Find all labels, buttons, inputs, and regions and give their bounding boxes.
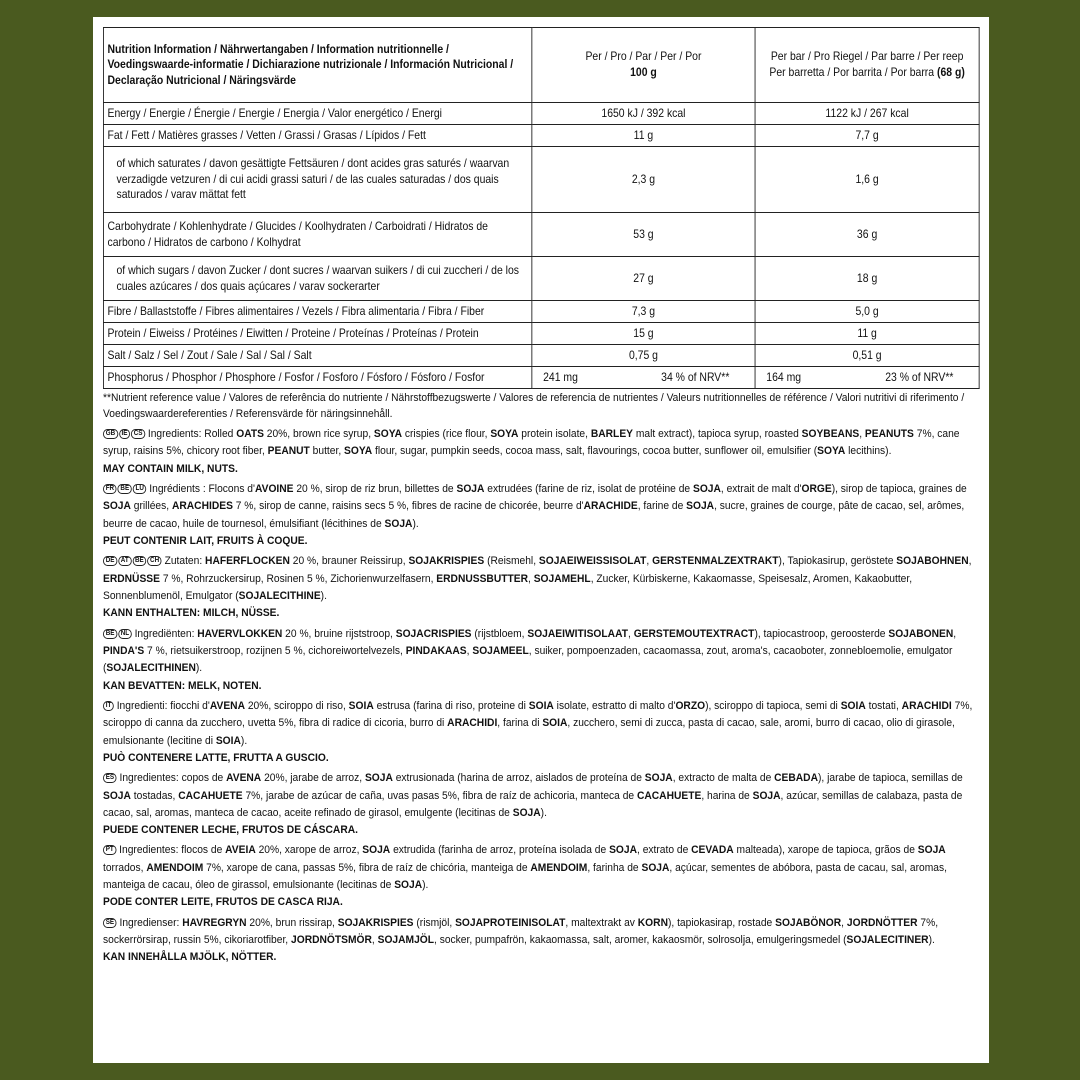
allergen: AVOINE xyxy=(254,482,294,495)
ingredient-segment: , azúcar, semillas de calabaza, pasta de cacao, sal, aromas, manteca de cacao, aceite refinado de girasol, emulgente (lecitinas de xyxy=(103,789,963,819)
ingredient-segment: , zucchero, semi di zucca, pasta di cacao, sale, aromi, burro di cacao, olio di girasole, emulsionante (lecitine di xyxy=(103,717,955,747)
value-per-100g: 0,75 g xyxy=(532,345,755,367)
row-label: of which sugars / davon Zucker / dont sucres / waarvan suikers / di cui zuccheri / de los cuales azúcares / dos quais açúcares / varav sockerarter xyxy=(103,257,531,301)
country-code-badge: ES xyxy=(103,773,117,783)
ingredient-segment: (rijstbloem, xyxy=(471,627,528,640)
table-title: Nutrition Information / Nährwertangaben / Information nutritionnelle / Voedingswaarde-informatie / Dichiarazione nutrizionale / Información Nutricional / Declaração Nutricional / Näringsvärde xyxy=(103,28,531,103)
amount: 241 mg xyxy=(543,370,578,384)
ingredient-text xyxy=(103,626,979,678)
allergen: SOJAMEHL xyxy=(533,572,591,585)
nrv: 23 % of NRV** xyxy=(885,370,954,384)
ingredient-segment: 7%, jarabe de azúcar de caña, uvas pasas 5%, fibra de raíz de achicoria, manteca de xyxy=(242,789,637,802)
allergen: PEANUTS xyxy=(864,427,914,440)
country-codes xyxy=(103,701,114,711)
allergen: PINDA'S xyxy=(103,644,145,657)
country-code-badge: FR xyxy=(103,484,117,494)
nutrition-table xyxy=(103,27,980,389)
ingredient-segment: tostati, xyxy=(865,699,902,712)
nutrition-label xyxy=(93,17,989,1063)
allergen: SOJA xyxy=(752,789,781,802)
ingredient-segment: 7%, xarope de cana, passas 5%, fibra de raíz de chicória, manteiga de xyxy=(203,861,531,874)
nrv-footnote: **Nutrient reference value / Valores de referência do nutriente / Nährstoffbezugswerte / Valores de referencia de nutrientes / Valeurs nutritionnelles de référence / Valori nutritivi di riferimento / Voedingswaardereferenties / Referensvärde för näringsinnehåll. xyxy=(103,392,965,420)
ingredient-segment: ), Tapiokasirup, geröstete xyxy=(778,555,897,568)
allergen: HAVERVLOKKEN xyxy=(197,627,283,640)
ingredient-segment: Ingredientes: flocos de xyxy=(119,844,226,857)
allergen: ORZO xyxy=(675,699,706,712)
allergen: SOJA xyxy=(103,789,131,802)
country-codes xyxy=(103,773,117,783)
value-per-100g: 11 g xyxy=(532,125,755,147)
ingredient-text xyxy=(103,842,979,894)
ingredient-segment: grillées, xyxy=(130,500,172,513)
table-row xyxy=(103,213,979,257)
may-contain-warning: PODE CONTER LEITE, FRUTOS DE CASCA RIJA. xyxy=(103,896,343,909)
ingredient-text xyxy=(103,553,979,605)
ingredient-segment: ). xyxy=(422,879,429,892)
allergen: SOJACRISPIES xyxy=(395,627,472,640)
ingredient-segment: 20%, sciroppo di riso, xyxy=(244,699,349,712)
per-bar-label-1: Per bar / Pro Riegel / Par barre / Per reep xyxy=(770,50,964,64)
country-code-badge: CH xyxy=(147,556,162,566)
phosphorus-per-bar xyxy=(755,367,979,389)
ingredient-text xyxy=(103,698,979,750)
ingredient-text xyxy=(103,770,979,822)
per-bar-label-2-text: Per barretta / Por barrita / Por barra xyxy=(769,66,935,79)
ingredient-segment: , farinha de xyxy=(587,861,642,874)
allergen: SOYA xyxy=(490,427,519,440)
ingredient-segment: , açúcar, sementes de abóbora, pasta de cacau, sal, aromas, manteiga de cacau, óleo de girassol, emulsionante (lecitinas de xyxy=(103,861,947,892)
ingredient-segment: crispies (rice flour, xyxy=(402,427,491,440)
country-code-badge: BE xyxy=(118,484,132,494)
ingredient-segment: , xyxy=(859,427,865,440)
value-per-100g: 7,3 g xyxy=(532,301,755,323)
allergen: SOYA xyxy=(373,427,403,440)
allergen: SOIA xyxy=(528,699,554,712)
ingredient-segment: 20%, xarope de arroz, xyxy=(255,844,363,857)
ingredient-segment: , xyxy=(646,555,653,568)
allergen: HAVREGRYN xyxy=(182,916,247,929)
ingredient-segment: extrudées (farine de riz, isolat de protéine de xyxy=(484,482,693,495)
allergen: KORN xyxy=(637,916,668,929)
allergen: SOJAKRISPIES xyxy=(337,916,414,929)
ingredient-segment: Ingrédients : Flocons d' xyxy=(149,482,255,495)
allergen: SOIA xyxy=(215,734,241,747)
per-bar-label-2 xyxy=(759,65,975,81)
allergen: SOJA xyxy=(644,772,673,785)
ingredient-segment: ), tapiocastroop, geroosterde xyxy=(754,627,889,640)
ingredient-segment: flour, sugar, pumpkin seeds, cocoa mass, salt, flavourings, cocoa butter, sunflower oil, emulsifier ( xyxy=(372,445,818,458)
allergen: BARLEY xyxy=(590,427,634,440)
may-contain-warning: KAN BEVATTEN: MELK, NOTEN. xyxy=(103,679,262,692)
ingredient-segment: , xyxy=(953,627,957,640)
allergen: SOJABOHNEN xyxy=(896,555,969,568)
amount: 164 mg xyxy=(766,370,802,384)
ingredient-segment: , Zucker, Kürbiskerne, Kakaomasse, Speisesalz, Aromen, Kakaobutter, Sonnenblumenöl, Emulgator ( xyxy=(103,572,913,602)
allergen: SOJA xyxy=(103,500,131,513)
allergen: SOJA xyxy=(394,879,423,892)
country-code-badge: SE xyxy=(103,918,117,928)
country-codes xyxy=(103,918,117,928)
allergen: AMENDOIM xyxy=(146,861,204,874)
value-per-bar: 5,0 g xyxy=(755,301,979,323)
ingredient-segment: , xyxy=(371,934,378,947)
country-code-badge: AT xyxy=(118,556,131,566)
ingredient-segment: ), sirop de tapioca, graines de xyxy=(831,482,967,495)
allergen: SOYBEANS xyxy=(801,427,860,440)
table-row xyxy=(103,257,979,301)
value-per-100g: 2,3 g xyxy=(532,147,755,213)
ingredient-block xyxy=(103,770,979,839)
ingredient-segment: ). xyxy=(240,734,248,747)
allergen: SOJA xyxy=(362,844,391,857)
allergen: CACAHUETE xyxy=(636,789,702,802)
country-code-badge: CS xyxy=(131,429,145,439)
ingredient-segment: 7%, sockerrörsirap, russin 5%, cikoriarotfiber, xyxy=(103,916,939,947)
ingredient-segment: estrusa (farina di riso, proteine di xyxy=(373,699,529,712)
allergen: HAFERFLOCKEN xyxy=(205,555,290,568)
ingredient-segment: ). xyxy=(412,517,419,530)
table-row xyxy=(103,345,979,367)
ingredient-segment: , harina de xyxy=(701,789,753,802)
allergen: SOJA xyxy=(692,482,721,495)
ingredient-text xyxy=(103,426,979,461)
ingredient-segment: 20%, jarabe de arroz, xyxy=(261,772,365,785)
allergen: SOYA xyxy=(344,445,373,458)
ingredient-segment: , extracto de malta de xyxy=(672,772,775,785)
allergen: GERSTEMOUTEXTRACT xyxy=(633,627,755,640)
ingredient-block xyxy=(103,842,979,911)
ingredient-block xyxy=(103,553,979,622)
value-per-bar: 1122 kJ / 267 kcal xyxy=(755,103,979,125)
ingredient-segment: malt extract), tapioca syrup, roasted xyxy=(633,427,802,440)
allergen: CEVADA xyxy=(691,844,734,857)
ingredient-segment: 20%, brun rissirap, xyxy=(246,916,338,929)
allergen: SOJALECITINER xyxy=(846,934,929,947)
allergen: SOJAKRISPIES xyxy=(408,555,485,568)
per-100g-header xyxy=(532,28,755,103)
allergen: JORDNÖTSMÖR xyxy=(291,934,372,947)
may-contain-warning: PUÒ CONTENERE LATTE, FRUTTA A GUSCIO. xyxy=(103,751,329,764)
value-per-100g: 1650 kJ / 392 kcal xyxy=(532,103,755,125)
ingredient-text xyxy=(103,481,979,533)
allergen: SOJAEIWITISOLAAT xyxy=(527,627,628,640)
ingredient-segment: , farina di xyxy=(497,717,543,730)
country-code-badge: NL xyxy=(118,629,132,639)
value-per-100g: 15 g xyxy=(532,323,755,345)
allergen: SOJA xyxy=(512,806,541,819)
ingredient-segment: 20%, brown rice syrup, xyxy=(263,427,374,440)
ingredient-segment: , extrait de malt d' xyxy=(720,482,802,495)
country-codes xyxy=(103,484,147,494)
allergen: ERDNÜSSE xyxy=(103,572,160,585)
ingredient-text xyxy=(103,915,979,950)
allergen: SOJABONEN xyxy=(888,627,954,640)
allergen: SOJALECITHINEN xyxy=(106,662,196,675)
ingredient-segment: ), tapiokasirap, rostade xyxy=(667,916,776,929)
allergen: AVEIA xyxy=(225,844,256,857)
may-contain-warning: PUEDE CONTENER LECHE, FRUTOS DE CÁSCARA. xyxy=(103,824,358,837)
row-label: Carbohydrate / Kohlenhydrate / Glucides / Koolhydraten / Carboidrati / Hidratos de carbono / Hidratos de carbono / Kolhydrat xyxy=(103,213,531,257)
ingredient-segment: Ingrediënten: xyxy=(134,627,198,640)
value-per-bar: 18 g xyxy=(755,257,979,301)
country-code-badge: LU xyxy=(133,484,147,494)
row-label: Fibre / Ballaststoffe / Fibres alimentaires / Vezels / Fibra alimentaria / Fibra / Fiber xyxy=(103,301,531,323)
allergen: SOJAMJÖL xyxy=(377,934,435,947)
allergen: ARACHIDI xyxy=(901,699,952,712)
allergen: SOJALECITHINE xyxy=(238,589,321,602)
table-row xyxy=(103,103,979,125)
may-contain-warning: PEUT CONTENIR LAIT, FRUITS À COQUE. xyxy=(103,534,308,547)
value-per-bar: 11 g xyxy=(755,323,979,345)
ingredient-segment: malteada), xarope de tapioca, grãos de xyxy=(733,844,918,857)
country-code-badge: DE xyxy=(103,556,117,566)
allergen: ARACHIDES xyxy=(171,500,233,513)
country-code-badge: BE xyxy=(103,629,117,639)
ingredient-segment: butter, xyxy=(309,445,345,458)
allergen: ARACHIDI xyxy=(447,717,498,730)
country-codes xyxy=(103,556,162,566)
ingredient-segment: tostadas, xyxy=(130,789,179,802)
allergen: PINDAKAAS xyxy=(405,644,467,657)
value-per-bar: 7,7 g xyxy=(755,125,979,147)
ingredient-segment: 20 %, bruine rijststroop, xyxy=(282,627,396,640)
ingredient-segment: , suiker, pompoenzaden, cacaomassa, zout, aroma's, cacaoboter, zonnebloemolie, emulgator ( xyxy=(103,644,953,675)
ingredient-segment: extrudida (farinha de arroz, proteína isolada de xyxy=(390,844,610,857)
ingredient-segment: torrados, xyxy=(103,861,147,874)
per-100g-label: Per / Pro / Par / Per / Por xyxy=(585,50,702,64)
ingredient-segment: Ingredientes: copos de xyxy=(119,772,227,785)
country-codes xyxy=(103,429,145,439)
allergen: SOJA xyxy=(917,844,946,857)
row-label: Fat / Fett / Matières grasses / Vetten / Grassi / Grasas / Lípidos / Fett xyxy=(103,125,531,147)
value-per-bar: 1,6 g xyxy=(755,147,979,213)
may-contain-warning: KANN ENTHALTEN: MILCH, NÜSSE. xyxy=(103,607,280,620)
ingredient-segment: 7 %, Rohrzuckersirup, Rosinen 5 %, Zichorienwurzelfasern, xyxy=(159,572,437,585)
allergen: ERDNUSSBUTTER xyxy=(436,572,529,585)
country-code-badge: IE xyxy=(119,429,130,439)
ingredient-segment: (Reismehl, xyxy=(484,555,539,568)
allergen: JORDNÖTTER xyxy=(846,916,918,929)
value-per-bar: 0,51 g xyxy=(755,345,979,367)
value-per-100g: 27 g xyxy=(532,257,755,301)
ingredient-segment: , xyxy=(627,627,634,640)
ingredient-segment: 7 %, sirop de canne, raisins secs 5 %, fibres de racine de chicorée, beurre d' xyxy=(232,500,584,513)
ingredient-segment: Ingredienti: fiocchi d' xyxy=(116,699,210,712)
row-label: Protein / Eiweiss / Protéines / Eiwitten / Proteine / Proteínas / Proteínas / Protein xyxy=(103,323,531,345)
ingredient-segment: , xyxy=(528,572,534,585)
ingredient-block xyxy=(103,426,979,478)
phosphorus-per-100g xyxy=(532,367,755,389)
per-bar-header xyxy=(755,28,979,103)
nrv: 34 % of NRV** xyxy=(661,370,730,384)
ingredient-segment: Ingredienser: xyxy=(119,916,183,929)
ingredient-segment: , xyxy=(841,916,847,929)
allergen: AMENDOIM xyxy=(530,861,588,874)
per-100g-amount: 100 g xyxy=(630,66,657,79)
allergen: SOYA xyxy=(817,445,846,458)
ingredient-segment: ). xyxy=(320,589,327,602)
ingredient-segment: 7%, sciroppo di canna da zucchero, uvetta 5%, fibra di radice di cicoria, burro di xyxy=(103,699,973,730)
allergen: SOIA xyxy=(542,717,568,730)
allergen: SOIA xyxy=(348,699,374,712)
ingredient-segment: isolate, estratto di malto d' xyxy=(553,699,676,712)
row-label: of which saturates / davon gesättigte Fettsäuren / dont acides gras saturés / waarvan verzadigde vetzuren / di cui acidi grassi saturi / de las cuales saturadas / dos quais saturados / varav mättat fett xyxy=(103,147,531,213)
ingredients-list xyxy=(103,426,979,967)
table-row-phosphorus xyxy=(103,367,979,389)
allergen: SOJAMEEL xyxy=(472,644,529,657)
allergen: CEBADA xyxy=(774,772,818,785)
ingredient-block xyxy=(103,915,979,967)
ingredient-segment: ). xyxy=(928,934,935,947)
allergen: SOJABÖNOR xyxy=(775,916,842,929)
allergen: CACAHUETE xyxy=(178,789,243,802)
ingredient-segment: , sucre, graines de courge, pâte de cacao, sel, arômes, beurre de cacao, huile de tournesol, émulsifiant (lécithines de xyxy=(103,500,965,530)
allergen: SOJA xyxy=(641,861,670,874)
ingredient-segment: extrusionada (harina de arroz, aislados de proteína de xyxy=(392,772,645,785)
ingredient-segment: Ingredients: Rolled xyxy=(147,427,237,440)
may-contain-warning: MAY CONTAIN MILK, NUTS. xyxy=(103,462,238,475)
ingredient-segment: , maltextrakt av xyxy=(565,916,638,929)
allergen: GERSTENMALZEXTRAKT xyxy=(652,555,779,568)
ingredient-segment: Zutaten: xyxy=(164,555,206,568)
allergen: SOJAEIWEISSISOLAT xyxy=(538,555,647,568)
country-code-badge: IT xyxy=(103,701,114,711)
country-code-badge: GB xyxy=(103,429,118,439)
allergen: SOJA xyxy=(364,772,393,785)
ingredient-segment: 7%, cane syrup, raisins 5%, chicory root fiber, xyxy=(103,427,960,458)
country-code-badge: PT xyxy=(103,845,116,855)
table-row xyxy=(103,147,979,213)
allergen: AVENA xyxy=(209,699,245,712)
allergen: SOJA xyxy=(609,844,637,857)
per-bar-weight: (68 g) xyxy=(936,66,965,79)
ingredient-segment: , xyxy=(466,644,473,657)
ingredient-segment: 20 %, brauner Reissirup, xyxy=(289,555,409,568)
ingredient-segment: , xyxy=(968,555,972,568)
allergen: SOJA xyxy=(384,517,413,530)
ingredient-block xyxy=(103,626,979,695)
country-code-badge: BE xyxy=(132,556,146,566)
ingredient-segment: 20 %, sirop de riz brun, billettes de xyxy=(293,482,457,495)
ingredient-segment: protein isolate, xyxy=(518,427,591,440)
row-label: Salt / Salz / Sel / Zout / Sale / Sal / Sal / Salt xyxy=(103,345,531,367)
table-row xyxy=(103,125,979,147)
ingredient-block xyxy=(103,698,979,767)
ingredient-segment: ), jarabe de tapioca, semillas de xyxy=(817,772,963,785)
ingredient-segment: , extrato de xyxy=(636,844,692,857)
ingredient-segment: ), sciroppo di tapioca, semi di xyxy=(705,699,841,712)
allergen: SOJA xyxy=(456,482,485,495)
table-row xyxy=(103,301,979,323)
value-per-bar: 36 g xyxy=(755,213,979,257)
allergen: ARACHIDE xyxy=(583,500,638,513)
ingredient-segment: , socker, pumpafrön, kakaomassa, salt, aromer, kakaosmör, solrosolja, emulgeringsmedel ( xyxy=(434,934,847,947)
row-label: Phosphorus / Phosphor / Phosphore / Fosfor / Fosforo / Fósforo / Fósforo / Fosfor xyxy=(103,367,531,389)
table-header-row xyxy=(103,28,979,103)
allergen: SOJAPROTEINISOLAT xyxy=(455,916,566,929)
allergen: PEANUT xyxy=(267,445,310,458)
nutrition-rows xyxy=(103,103,979,367)
allergen: SOIA xyxy=(840,699,866,712)
allergen: OATS xyxy=(236,427,264,440)
allergen: ORGE xyxy=(801,482,832,495)
table-row xyxy=(103,323,979,345)
allergen: AVENA xyxy=(226,772,262,785)
ingredient-segment: 7 %, rietsuikerstroop, rozijnen 5 %, cichoreiwortelvezels, xyxy=(144,644,406,657)
ingredient-segment: , farine de xyxy=(637,500,687,513)
country-codes xyxy=(103,629,132,639)
ingredient-segment: lecithins). xyxy=(845,445,892,458)
allergen: SOJA xyxy=(686,500,715,513)
ingredient-block xyxy=(103,481,979,550)
ingredient-segment: ). xyxy=(540,806,547,819)
country-codes xyxy=(103,845,116,855)
value-per-100g: 53 g xyxy=(532,213,755,257)
row-label: Energy / Energie / Énergie / Energie / Energia / Valor energético / Energi xyxy=(103,103,531,125)
ingredient-segment: ). xyxy=(195,662,203,675)
ingredient-segment: (rismjöl, xyxy=(413,916,456,929)
may-contain-warning: KAN INNEHÅLLA MJÖLK, NÖTTER. xyxy=(103,951,277,964)
